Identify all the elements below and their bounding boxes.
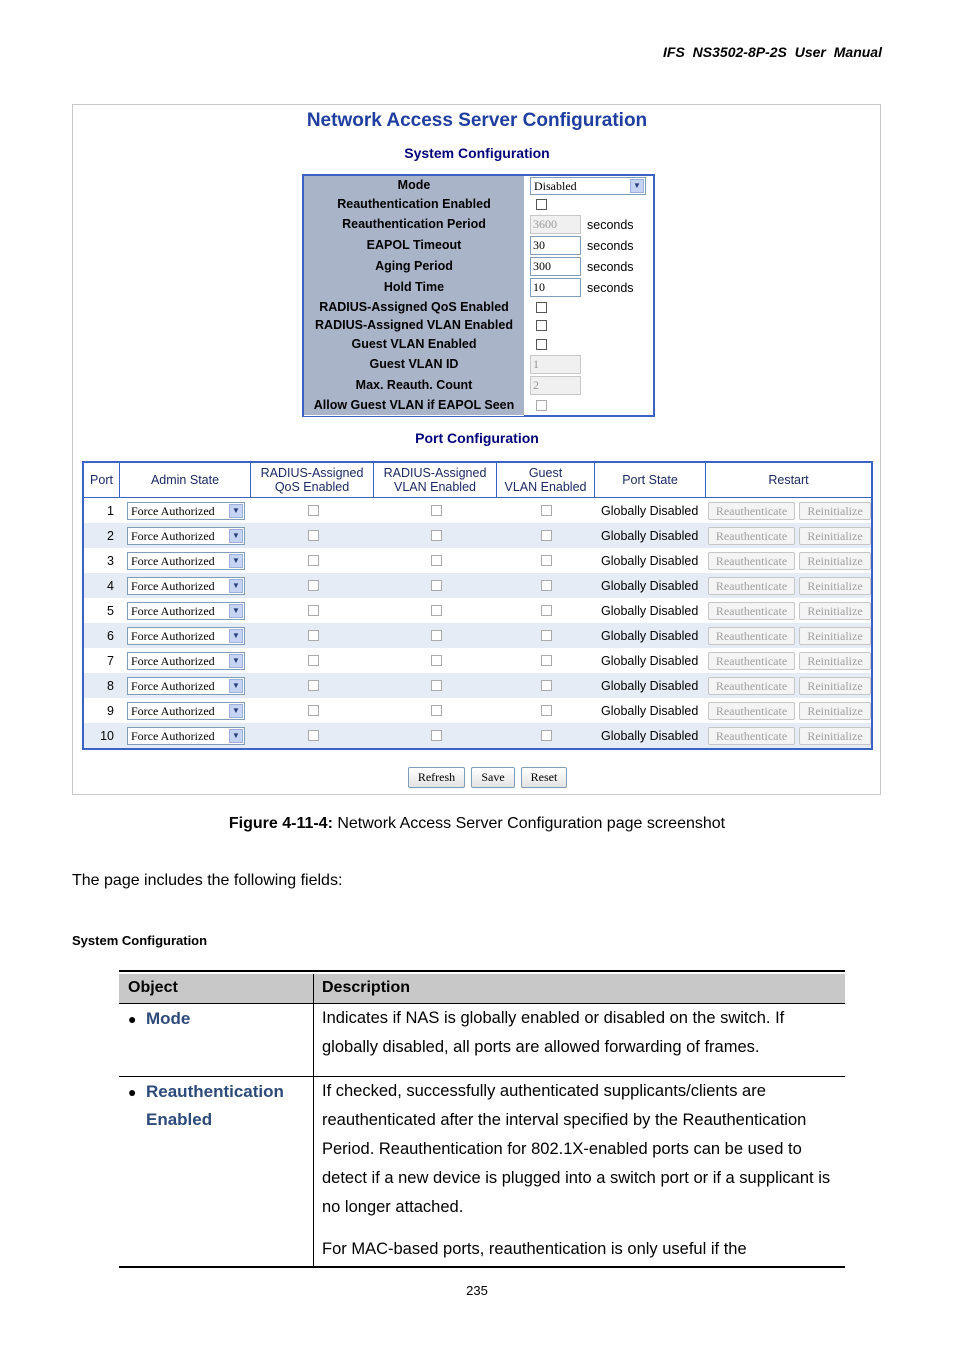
radius-qos-checkbox <box>308 630 319 641</box>
port-state: Globally Disabled <box>601 703 699 718</box>
port-row <box>84 623 871 648</box>
reauthenticate-button: Reauthenticate <box>708 652 795 670</box>
header-port: Port <box>84 463 120 497</box>
system-config-title: System Configuration <box>404 145 550 161</box>
reauthenticate-button: Reauthenticate <box>708 727 795 745</box>
system-row-label: EAPOL Timeout <box>304 235 524 257</box>
unit-label: seconds <box>587 280 634 295</box>
port-config-title: Port Configuration <box>415 430 539 446</box>
port-state: Globally Disabled <box>601 603 699 618</box>
system-row <box>304 214 653 235</box>
port-number: 4 <box>107 578 114 593</box>
system-row-input: 1 <box>530 355 581 374</box>
system-row-label: Reauthentication Enabled <box>304 194 524 215</box>
radius-qos-checkbox <box>308 705 319 716</box>
system-row-label: Aging Period <box>304 256 524 278</box>
port-state: Globally Disabled <box>601 628 699 643</box>
system-row-input: 3600 <box>530 215 581 234</box>
col-object-header: Object <box>128 979 178 996</box>
guest-vlan-checkbox <box>541 505 552 516</box>
reinitialize-button: Reinitialize <box>799 652 871 670</box>
page-number: 235 <box>466 1283 488 1298</box>
admin-state-select[interactable]: Force Authorized ▼ <box>127 727 245 745</box>
port-row <box>84 498 871 523</box>
radius-vlan-checkbox <box>431 530 442 541</box>
port-row <box>84 723 871 748</box>
port-state: Globally Disabled <box>601 503 699 518</box>
port-row <box>84 548 871 573</box>
port-state: Globally Disabled <box>601 578 699 593</box>
reinitialize-button: Reinitialize <box>799 602 871 620</box>
guest-vlan-checkbox <box>541 655 552 666</box>
save-button[interactable]: Save <box>471 767 515 788</box>
radius-qos-checkbox <box>308 530 319 541</box>
port-row <box>84 573 871 598</box>
system-row-checkbox[interactable] <box>536 320 547 331</box>
description-mode: Indicates if NAS is globally enabled or disabled on the switch. If globally disabled, all ports are allowed forwarding of frames. <box>322 1009 785 1056</box>
radius-vlan-checkbox <box>431 655 442 666</box>
header-radius-qos: RADIUS-Assigned QoS Enabled <box>251 463 374 497</box>
reinitialize-button: Reinitialize <box>799 577 871 595</box>
admin-state-select[interactable]: Force Authorized ▼ <box>127 502 245 520</box>
admin-state-select[interactable]: Force Authorized ▼ <box>127 677 245 695</box>
chevron-down-icon: ▼ <box>229 504 243 518</box>
admin-state-select[interactable]: Force Authorized ▼ <box>127 527 245 545</box>
port-number: 10 <box>100 728 114 743</box>
system-row <box>304 176 653 194</box>
radius-qos-checkbox <box>308 505 319 516</box>
radius-vlan-checkbox <box>431 705 442 716</box>
port-table-header <box>84 463 871 498</box>
system-row <box>304 298 653 316</box>
col-description-header: Description <box>322 979 411 996</box>
unit-label: seconds <box>587 259 634 274</box>
system-row-label: Max. Reauth. Count <box>304 375 524 397</box>
port-number: 7 <box>107 653 114 668</box>
port-number: 2 <box>107 528 114 543</box>
port-state: Globally Disabled <box>601 678 699 693</box>
description-reauth-enabled-1: If checked, successfully authenticated supplicants/clients are reauthenticated after the interval specified by the Reauthentication Period. Reauthentication for 802.1X-enabled ports can be used to detect if a new device is plugged into a switch port or if a supplicant is no longer attached. <box>322 1082 831 1216</box>
system-row <box>304 194 653 214</box>
description-table-header <box>119 974 845 1003</box>
system-row-checkbox[interactable] <box>536 302 547 313</box>
unit-label: seconds <box>587 238 634 253</box>
radius-vlan-checkbox <box>431 580 442 591</box>
system-row <box>304 256 653 277</box>
system-row-checkbox <box>536 400 547 411</box>
radius-vlan-checkbox <box>431 730 442 741</box>
guest-vlan-checkbox <box>541 555 552 566</box>
object-reauth-enabled: ● Reauthentication Enabled <box>128 1078 284 1134</box>
object-mode: ● Mode <box>128 1005 190 1033</box>
radius-qos-checkbox <box>308 555 319 566</box>
system-row-label: Guest VLAN ID <box>304 354 524 376</box>
radius-qos-checkbox <box>308 730 319 741</box>
manual-header-title: IFS NS3502-8P-2S User Manual <box>663 44 882 60</box>
guest-vlan-checkbox <box>541 530 552 541</box>
reinitialize-button: Reinitialize <box>799 552 871 570</box>
guest-vlan-checkbox <box>541 730 552 741</box>
reinitialize-button: Reinitialize <box>799 627 871 645</box>
radius-qos-checkbox <box>308 580 319 591</box>
chevron-down-icon: ▼ <box>229 629 243 643</box>
reauthenticate-button: Reauthenticate <box>708 602 795 620</box>
radius-qos-checkbox <box>308 605 319 616</box>
system-row-checkbox[interactable] <box>536 199 547 210</box>
reauthenticate-button: Reauthenticate <box>708 627 795 645</box>
system-row <box>304 277 653 298</box>
port-state: Globally Disabled <box>601 653 699 668</box>
guest-vlan-checkbox <box>541 680 552 691</box>
port-state: Globally Disabled <box>601 528 699 543</box>
system-row-input: 2 <box>530 376 581 395</box>
radius-vlan-checkbox <box>431 630 442 641</box>
reinitialize-button: Reinitialize <box>799 527 871 545</box>
header-port-state: Port State <box>595 463 706 497</box>
guest-vlan-checkbox <box>541 705 552 716</box>
header-admin-state: Admin State <box>120 463 251 497</box>
port-row <box>84 648 871 673</box>
port-number: 6 <box>107 628 114 643</box>
system-row-input[interactable]: 300 <box>530 257 581 276</box>
admin-state-select[interactable]: Force Authorized ▼ <box>127 552 245 570</box>
port-config-table <box>82 461 873 750</box>
chevron-down-icon: ▼ <box>630 179 644 193</box>
admin-state-select[interactable]: Force Authorized ▼ <box>127 627 245 645</box>
admin-state-select[interactable]: Force Authorized ▼ <box>127 702 245 720</box>
port-number: 8 <box>107 678 114 693</box>
system-row-checkbox[interactable] <box>536 339 547 350</box>
radius-vlan-checkbox <box>431 505 442 516</box>
reinitialize-button: Reinitialize <box>799 702 871 720</box>
description-reauth-enabled-2: For MAC-based ports, reauthentication is only useful if the <box>322 1240 747 1258</box>
reinitialize-button: Reinitialize <box>799 727 871 745</box>
radius-qos-checkbox <box>308 655 319 666</box>
chevron-down-icon: ▼ <box>229 554 243 568</box>
refresh-button[interactable]: Refresh <box>408 767 465 788</box>
mode-select[interactable]: Disabled ▼ <box>530 177 646 195</box>
system-row <box>304 316 653 334</box>
nas-config-title: Network Access Server Configuration <box>306 110 648 131</box>
system-config-table <box>302 174 655 417</box>
system-row <box>304 396 653 415</box>
intro-paragraph: The page includes the following fields: <box>72 872 343 889</box>
port-row <box>84 673 871 698</box>
section-heading: System Configuration <box>72 933 208 948</box>
header-radius-vlan: RADIUS-Assigned VLAN Enabled <box>374 463 497 497</box>
radius-vlan-checkbox <box>431 605 442 616</box>
system-row <box>304 235 653 256</box>
port-number: 9 <box>107 703 114 718</box>
system-row-label: Guest VLAN Enabled <box>304 334 524 355</box>
bullet-icon: ● <box>128 1011 137 1027</box>
chevron-down-icon: ▼ <box>229 579 243 593</box>
system-row-label: Hold Time <box>304 277 524 299</box>
chevron-down-icon: ▼ <box>229 654 243 668</box>
system-row-label: Allow Guest VLAN if EAPOL Seen <box>304 396 524 416</box>
system-row-label: RADIUS-Assigned VLAN Enabled <box>304 316 524 335</box>
system-row-input[interactable]: 30 <box>530 236 581 255</box>
admin-state-select[interactable]: Force Authorized ▼ <box>127 652 245 670</box>
reauthenticate-button: Reauthenticate <box>708 577 795 595</box>
port-state: Globally Disabled <box>601 553 699 568</box>
port-row <box>84 698 871 723</box>
radius-qos-checkbox <box>308 680 319 691</box>
header-restart: Restart <box>768 473 809 487</box>
system-row-input[interactable]: 10 <box>530 278 581 297</box>
guest-vlan-checkbox <box>541 630 552 641</box>
header-guest-vlan: Guest VLAN Enabled <box>497 463 595 497</box>
admin-state-select[interactable]: Force Authorized ▼ <box>127 602 245 620</box>
reinitialize-button: Reinitialize <box>799 502 871 520</box>
reauthenticate-button: Reauthenticate <box>708 527 795 545</box>
chevron-down-icon: ▼ <box>229 679 243 693</box>
system-row <box>304 354 653 375</box>
figure-caption: Figure 4-11-4: Network Access Server Configuration page screenshot <box>228 815 726 832</box>
admin-state-select[interactable]: Force Authorized ▼ <box>127 577 245 595</box>
port-number: 1 <box>107 503 114 518</box>
reauthenticate-button: Reauthenticate <box>708 677 795 695</box>
radius-vlan-checkbox <box>431 680 442 691</box>
radius-vlan-checkbox <box>431 555 442 566</box>
port-number: 3 <box>107 553 114 568</box>
port-number: 5 <box>107 603 114 618</box>
reauthenticate-button: Reauthenticate <box>708 702 795 720</box>
chevron-down-icon: ▼ <box>229 604 243 618</box>
system-row <box>304 334 653 354</box>
reauthenticate-button: Reauthenticate <box>708 552 795 570</box>
guest-vlan-checkbox <box>541 605 552 616</box>
port-row <box>84 598 871 623</box>
chevron-down-icon: ▼ <box>229 529 243 543</box>
chevron-down-icon: ▼ <box>229 704 243 718</box>
port-row <box>84 523 871 548</box>
guest-vlan-checkbox <box>541 580 552 591</box>
chevron-down-icon: ▼ <box>229 729 243 743</box>
description-table <box>119 970 845 1268</box>
port-state: Globally Disabled <box>601 728 699 743</box>
system-row-label: Mode <box>304 176 524 195</box>
system-row <box>304 375 653 396</box>
system-row-label: RADIUS-Assigned QoS Enabled <box>304 298 524 317</box>
system-row-label: Reauthentication Period <box>304 214 524 236</box>
reauthenticate-button: Reauthenticate <box>708 502 795 520</box>
unit-label: seconds <box>587 217 634 232</box>
bullet-icon: ● <box>128 1084 137 1100</box>
reset-button[interactable]: Reset <box>521 767 567 788</box>
reinitialize-button: Reinitialize <box>799 677 871 695</box>
